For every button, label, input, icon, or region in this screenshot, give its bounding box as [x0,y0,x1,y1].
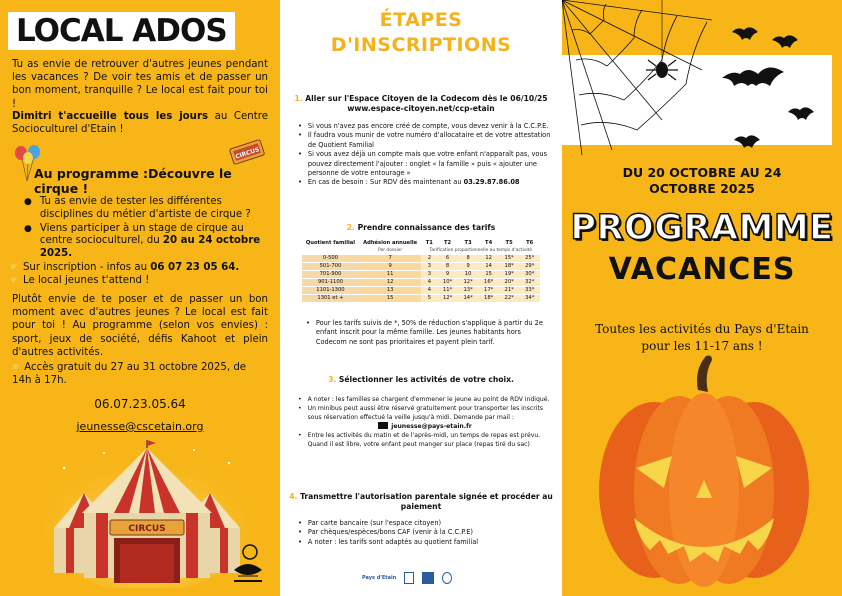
pointing-hand-icon: ☛ [10,274,19,286]
step-2-note [298,319,552,347]
pumpkin-illustration [594,350,814,590]
circus-ticket-icon [225,137,269,167]
bullet-icon: • [298,396,302,403]
hand-text: Le local jeunes t'attend ! [22,274,150,286]
list-text: A noter : les tarifs sont adaptés au quotient familial [307,537,479,546]
column-header: T5 [505,240,513,246]
table-cell: 10 [458,271,479,279]
registration-title [280,8,562,58]
bullet-text: Viens participer à un stage de cirque au centre socioculturel, du [39,222,244,247]
table-row [302,255,540,263]
list-item [24,196,272,222]
ticket-label: CIRCUS [234,146,261,161]
dates-line-2: OCTOBRE 2025 [649,181,755,196]
spider-web-illustration [562,0,842,160]
list-item [298,122,552,131]
bullet-text: Tu as envie de tester les différentes disciplines du métier d'artiste de cirque ? [39,196,251,220]
table-cell: 4 [421,279,437,287]
bat-icon [788,107,814,120]
centre-logo [228,540,268,586]
table-cell: 1101-1300 [302,287,359,295]
table-cell: 13* [458,287,479,295]
table-cell: 13 [359,287,421,295]
table-header-row [302,239,540,247]
bullet-icon: • [306,319,310,327]
hand-bold: 06 07 23 05 64. [150,261,240,273]
list-text: En cas de besoin : Sur RDV dès maintenant au [307,178,464,187]
table-cell: 32* [519,279,540,287]
table-cell: 0-500 [302,255,359,263]
table-cell: 12 [478,255,499,263]
table-cell: 501-700 [302,263,359,271]
table-cell: 21* [499,287,520,295]
list-item [306,319,544,347]
table-cell: 14* [458,295,479,303]
column-header: T1 [425,240,433,246]
table-row [302,263,540,271]
list-text: Un minibus peut aussi être réservé gratuitement pour transporter les inscrits sous réservation effectué la veille jusqu'à midi. Demande par mail : [307,404,544,421]
list-item [298,519,552,528]
table-cell: 18* [478,295,499,303]
table-cell: 15* [499,255,520,263]
step-title: Sélectionner les activités de votre choix. [338,375,514,384]
table-cell: 7 [359,255,421,263]
list-item [298,405,552,423]
bat-icon [734,135,760,148]
bullet-icon: • [298,537,302,546]
left-panel [0,0,280,596]
table-cell: 2 [421,255,437,263]
mail-icon [378,422,388,429]
access-value: Accès gratuit du 27 au 31 octobre 2025, de 14h à 17h. [12,362,247,387]
list-item [10,275,272,288]
table-cell: 3 [421,263,437,271]
bullet-icon: ● [24,223,32,234]
step-title: Aller sur l'Espace Citoyen de la Codecom dès le 06/10/25 [305,94,548,103]
table-cell: 10* [437,279,458,287]
pointing-hand-icon: ☛ [12,362,21,373]
table-cell: 1301 et + [302,295,359,303]
list-item [298,396,552,405]
list-text: Si vous avez déjà un compte mais que votre enfant n'apparaît pas, vous pouvez directement l'ajouter : onglet « la famille » puis « ajouter une personne de votre entourage » [307,150,548,178]
bullet-icon: • [298,519,302,527]
bullet-icon: ● [24,197,32,207]
table-cell: 22* [499,295,520,303]
table-cell: 8 [458,255,479,263]
hand-text: Sur inscription - infos au [22,261,151,273]
pays-etain-logo: Pays d'Etain [362,575,397,581]
table-cell: 15 [359,295,421,303]
table-cell: 15 [478,271,499,279]
table-cell: 3 [421,271,437,279]
table-cell: 6 [437,255,458,263]
phone-number[interactable]: 06.07.23.05.64 [94,397,186,411]
table-cell: 19* [499,271,520,279]
partner-logos [362,570,482,586]
column-header: T3 [464,240,472,246]
table-cell: 12* [458,279,479,287]
list-item [10,262,272,275]
title-line-1: ÉTAPES [379,9,463,31]
programme-title: PROGRAMME [570,208,834,248]
step-number: 4. [289,492,298,501]
table-cell: 11* [437,287,458,295]
list-item [298,528,552,537]
table-cell: 701-900 [302,271,359,279]
welcome-text [12,110,268,136]
bat-icon [772,35,798,48]
circus-sign: CIRCUS [128,524,166,534]
table-cell: 8 [437,263,458,271]
list-item [24,223,272,261]
bullet-icon: • [298,178,302,187]
bullet-icon: • [298,131,302,140]
step-4-list [298,519,552,547]
tariff-table [302,239,540,303]
step-4-heading [280,492,562,512]
table-row [302,295,540,303]
bullet-icon: • [298,404,302,412]
table-cell: 16* [478,279,499,287]
list-text: Par chèques/espèces/bons CAF (venir à la C.C.P.E) [307,528,474,537]
event-dates [562,165,842,197]
partner-logo [422,572,434,584]
list-item [298,131,552,150]
step-1-heading [280,94,562,114]
bullet-bold: 20 au 24 octobre 2025. [39,235,261,260]
step-3-list [298,396,552,450]
welcome-rest: au Centre Socioculturel d'Etain ! [12,111,268,136]
bat-icon [722,67,784,86]
middle-panel [280,0,562,596]
list-text: Il faudra vous munir de votre numéro d'allocataire et de votre attestation de Quotient Familial [307,131,551,149]
step-2-heading [280,223,562,233]
column-header: Quotient familial [305,240,356,246]
list-text: Si vous n'avez pas encore créé de compte, vous devez venir à la C.C.P.E. [307,122,549,130]
table-cell: 29* [519,263,540,271]
mail-line [298,422,552,432]
table-cell: 901-1100 [302,279,359,287]
table-cell: 12* [437,295,458,303]
alternative-text: Plutôt envie de te poser et de passer un bon moment avec d'autres jeunes ? Le local est fait pour toi ! Au programme (selon vos envies) : sport, jeux de société, défis Kahoot et plein d'autres activités. [12,294,268,358]
welcome-bold: Dimitri t'accueille tous les jours [12,111,209,122]
list-text: Entre les activités du matin et de l'après-midi, un temps de repas est prévu. Quand il est libre, votre enfant peut manger sur place (repas tiré du sac) [307,432,541,448]
table-cell: 9 [437,271,458,279]
list-item [298,150,552,178]
column-header: T6 [526,240,534,246]
table-cell: 11 [359,271,421,279]
list-text: Pour les tarifs suivis de *, 50% de réduction s'applique à partir du 2e enfant inscrit pour la même famille. Les jeunes habitants hors Codecom ne sont pas prioritaires et payent plein tarif. [315,319,543,346]
list-item [298,432,552,450]
subheader-left: Par dossier [359,247,421,255]
step-title: Prendre connaissance des tarifs [357,223,496,232]
table-subheader-row [302,247,540,255]
table-cell: 30* [519,271,540,279]
table-cell: 12 [359,279,421,287]
partner-logo [404,572,414,584]
column-header: Adhésion annuelle [363,240,418,246]
tagline-line-1: Toutes les activités du Pays d'Etain [595,322,809,336]
list-item [298,178,552,187]
spider-icon [646,60,678,80]
table-cell: 34* [519,295,540,303]
bullet-icon: • [298,432,302,440]
program-list [10,196,272,288]
column-header: T4 [485,240,493,246]
step-1-url[interactable]: www.espace-citoyen.net/ccp-etain [347,104,495,113]
step-number: 2. [346,223,355,232]
table-cell: 33* [519,287,540,295]
table-cell: 25* [519,255,540,263]
bullet-icon: • [298,122,302,130]
list-item [298,538,552,547]
pointing-hand-icon: ☛ [10,261,19,273]
column-header: T2 [444,240,452,246]
partner-logo [442,572,452,584]
table-cell: 17* [478,287,499,295]
list-text: A noter : les familles se chargent d'emmener le jeune au point de RDV indiqué. [307,396,550,403]
tagline-line-2: pour les 11-17 ans ! [641,339,763,353]
step-3-heading [280,375,562,385]
table-cell: 20* [499,279,520,287]
table-row [302,271,540,279]
email-link[interactable]: jeunesse@cscetain.org [76,420,204,433]
step-1-list [298,122,552,188]
table-cell: 9 [458,263,479,271]
bat-icon [732,27,758,40]
step-number: 3. [328,375,337,384]
dates-line-1: DU 20 OCTOBRE AU 24 [622,165,782,180]
table-row [302,287,540,295]
table-cell: 4 [421,287,437,295]
subheader-right: Tarification proportionnelle au temps d'activité [421,247,540,255]
access-text [12,361,268,387]
circus-tent-illustration [44,438,250,588]
program-title: Au programme :Découvre le cirque ! [34,166,232,196]
list-text: Par carte bancaire (sur l'espace citoyen) [307,519,442,527]
table-cell: 14 [478,263,499,271]
intro-text: Tu as envie de retrouver d'autres jeunes pendant les vacances ? De voir tes amis et de passer un bon moment, tranquille ? Le local est fait pour toi ! [12,59,268,110]
vacances-title: VACANCES [608,252,796,287]
title-line-2: D'INSCRIPTIONS [330,34,512,56]
table-cell: 9 [359,263,421,271]
table-row [302,279,540,287]
table-cell: 5 [421,295,437,303]
bullet-icon: • [298,150,302,159]
mail-link[interactable]: jeunesse@pays-etain.fr [391,423,472,431]
right-panel [562,0,842,596]
step-number: 1. [294,94,303,103]
contact-phone[interactable]: 03.29.87.86.08 [463,178,520,187]
table-cell: 18* [499,263,520,271]
local-ados-title: LOCAL ADOS [8,12,235,50]
bullet-icon: • [298,528,302,537]
step-title: Transmettre l'autorisation parentale signée et procéder au paiement [300,492,553,511]
